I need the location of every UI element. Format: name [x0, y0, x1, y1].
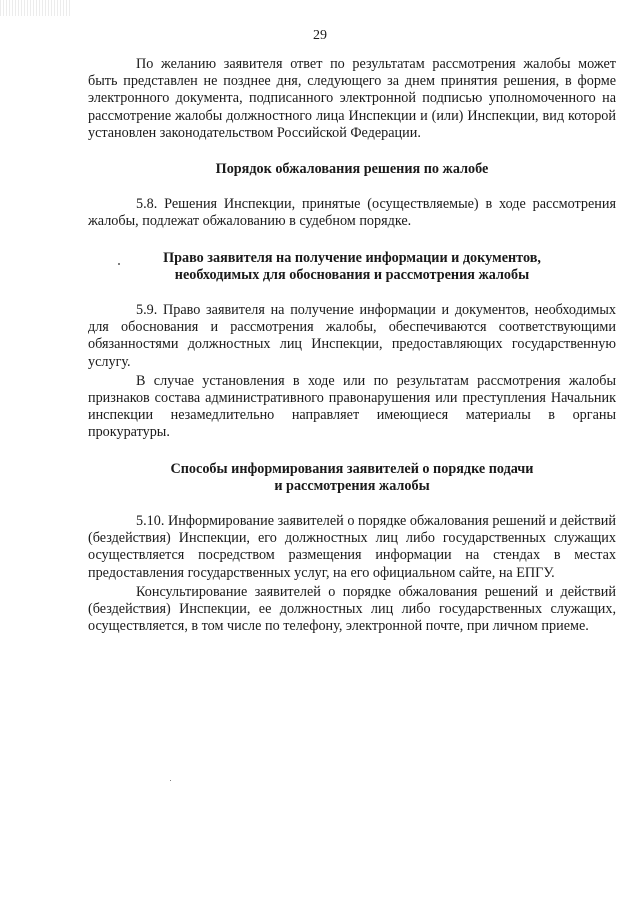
- heading-informing-line1: Способы информирования заявителей о порядке подачи: [170, 460, 534, 477]
- heading-appeal-procedure: Порядок обжалования решения по жалобе: [215, 161, 489, 178]
- page-number: 29: [313, 28, 327, 43]
- paragraph-5-8: 5.8. Решения Инспекции, принятые (осуществляемые) в ходе рассмотрения жалобы, подлежат обжалованию в судебном порядке.: [88, 196, 616, 230]
- paragraph-5-9: 5.9. Право заявителя на получение информации и документов, необходимых для обоснования и рассмотрения жалобы, обеспечиваются соответствующими обязанностями должностных лиц Инспекции, предоставляющих государственную услугу.: [88, 302, 616, 370]
- paragraph-5-10: 5.10. Информирование заявителей о порядке обжалования решений и действий (бездействия) Инспекции, его должностных лиц либо государственных служащих осуществляется посредством размещения информации на стендах в местах предоставления государственных услуг, на его официальном сайте, на ЕПГУ.: [88, 513, 616, 581]
- paragraph-prosecution: В случае установления в ходе или по результатам рассмотрения жалобы признаков состава административного правонарушения или преступления Начальник инспекции незамедлительно направляет имеющиеся материалы в органы прокуратуры.: [88, 372, 616, 441]
- scan-speck: [170, 780, 171, 781]
- heading-info-rights-line1: Право заявителя на получение информации и документов,: [163, 249, 541, 266]
- scan-speck: [118, 263, 120, 265]
- heading-informing-line2: и рассмотрения жалобы: [274, 477, 430, 494]
- heading-info-rights-line2: необходимых для обоснования и рассмотрения жалобы: [174, 266, 530, 283]
- scan-artifact: [0, 0, 70, 16]
- document-body: [88, 56, 616, 635]
- paragraph-response-form: По желанию заявителя ответ по результатам рассмотрения жалобы может быть представлен не позднее дня, следующего за днем принятия решения, в форме электронного документа, подписанного электронной подписью уполномоченного на рассмотрение жалобы должностного лица Инспекции и (или) Инспекции, вид которой установлен законодательством Российской Федерации.: [88, 56, 616, 141]
- paragraph-consulting: Консультирование заявителей о порядке обжалования решений и действий (бездействия) Инспекции, ее должностных лиц либо государственных служащих, осуществляется, в том числе по телефону, электронной почте, при личном приеме.: [88, 583, 616, 635]
